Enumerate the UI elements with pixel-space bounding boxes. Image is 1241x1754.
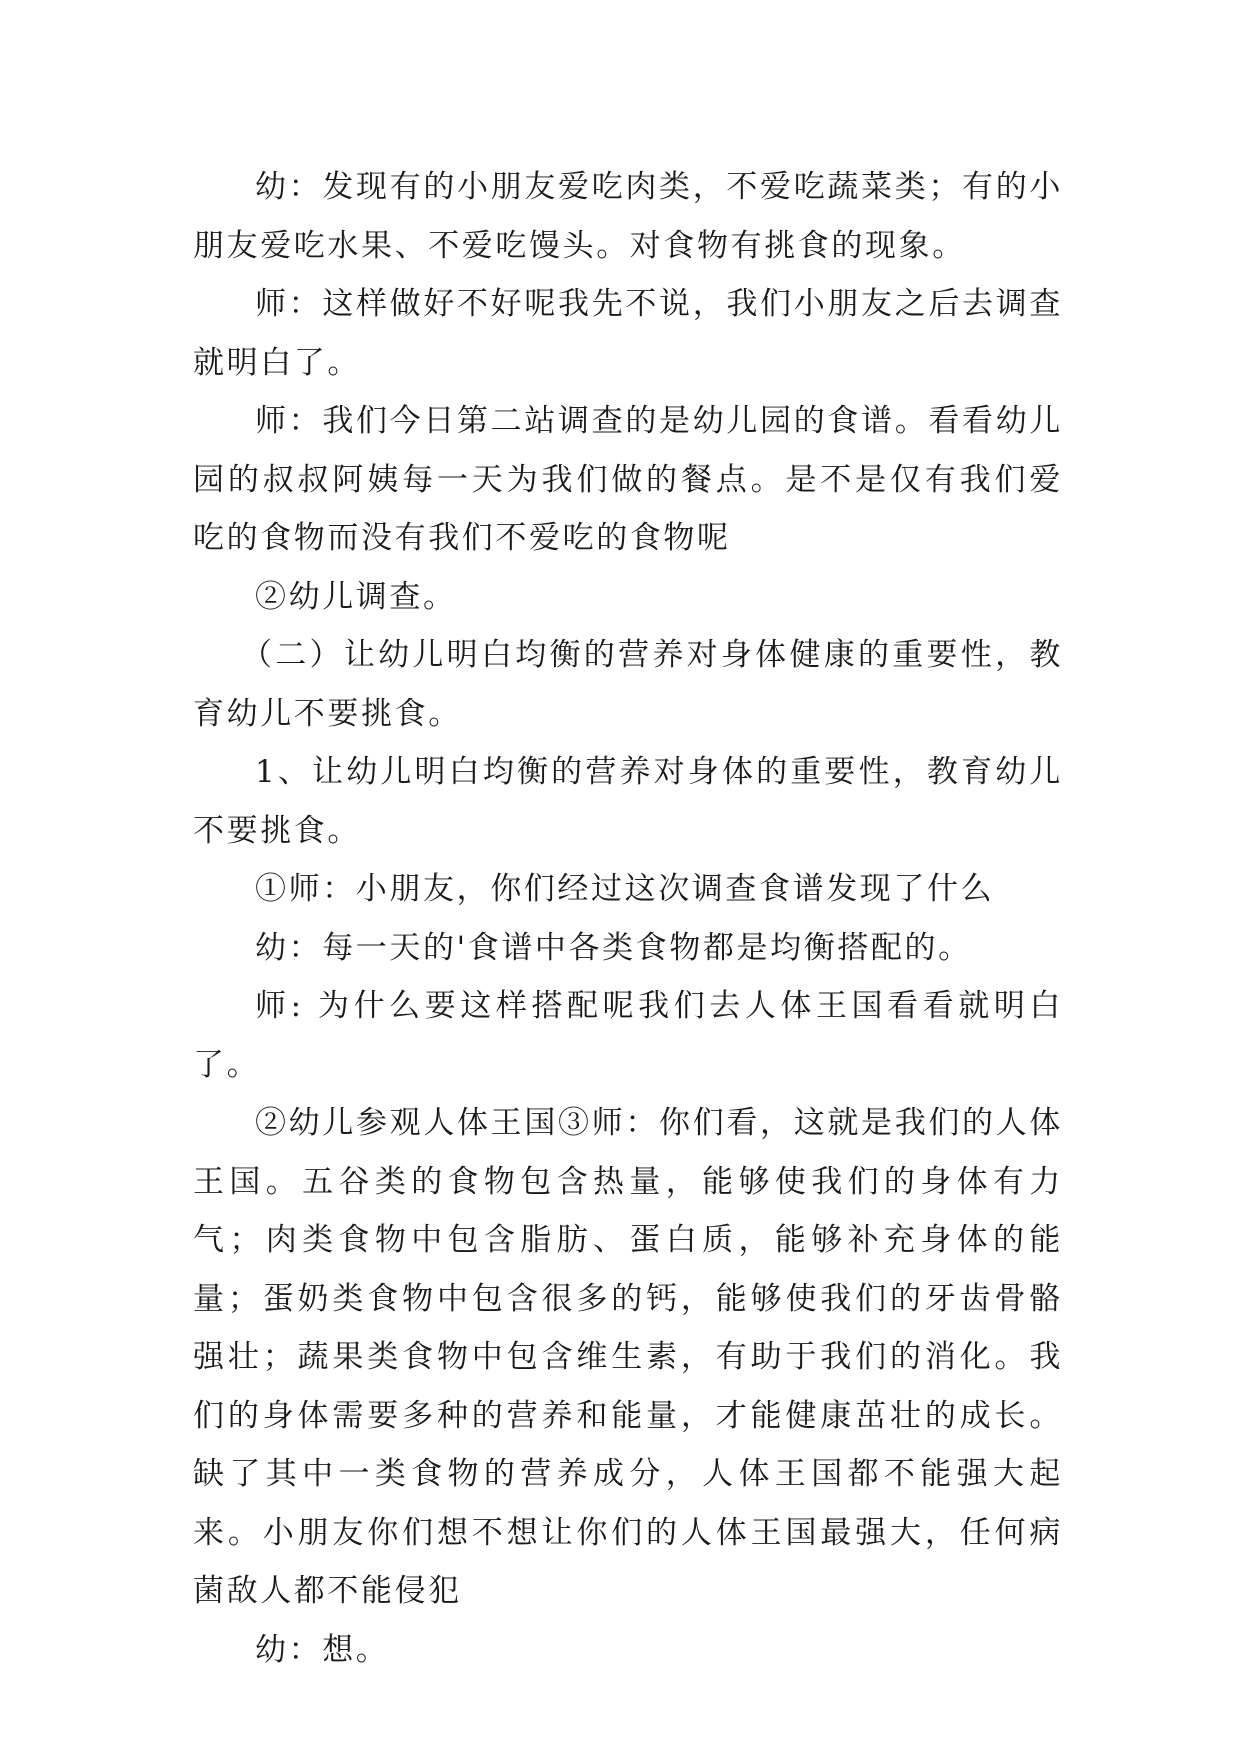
paragraph-teacher-survey: 师：这样做好不好呢我先不说，我们小朋友之后去调查就明白了。 bbox=[193, 286, 1063, 381]
section-heading-two: （二）让幼儿明白均衡的营养对身体健康的重要性，教育幼儿不要挑食。 bbox=[193, 637, 1063, 732]
paragraph-teacher-question: ①师：小朋友，你们经过这次调查食谱发现了什么 bbox=[255, 871, 995, 907]
paragraph-body-kingdom: ②幼儿参观人体王国③师：你们看，这就是我们的人体王国。五谷类的食物包含热量，能够使我们的身体有力气；肉类食物中包含脂肪、蛋白质，能够补充身体的能量；蛋奶类食物中包含很多的钙，能够使我们的牙齿骨骼强壮；蔬果类食物中包含维生素，有助于我们的消化。我们的身体需要多种的营养和能量，才能健康茁壮的成长。缺了其中一类食物的营养成分，人体王国都不能强大起来。小朋友你们想不想让你们的人体王国最强大，任何病菌敌人都不能侵犯 bbox=[193, 1105, 1063, 1609]
document-body bbox=[193, 158, 1063, 1679]
paragraph-child-yes: 幼：想。 bbox=[255, 1631, 390, 1668]
paragraph-child-survey: ②幼儿调查。 bbox=[255, 578, 457, 615]
paragraph-child-observation: 幼：发现有的小朋友爱吃肉类，不爱吃蔬菜类；有的小朋友爱吃水果、不爱吃馒头。对食物有挑食的现象。 bbox=[193, 169, 1063, 264]
paragraph-teacher-menu: 师：我们今日第二站调查的是幼儿园的食谱。看看幼儿园的叔叔阿姨每一天为我们做的餐点。是不是仅有我们爱吃的食物而没有我们不爱吃的食物呢 bbox=[193, 403, 1063, 556]
paragraph-teacher-why: 师: 为什么要这样搭配呢我们去人体王国看看就明白了。 bbox=[193, 988, 1063, 1083]
paragraph-child-answer: 幼：每一天的'食谱中各类食物都是均衡搭配的。 bbox=[255, 929, 972, 966]
paragraph-item-one: 1、让幼儿明白均衡的营养对身体的重要性，教育幼儿不要挑食。 bbox=[193, 754, 1063, 849]
